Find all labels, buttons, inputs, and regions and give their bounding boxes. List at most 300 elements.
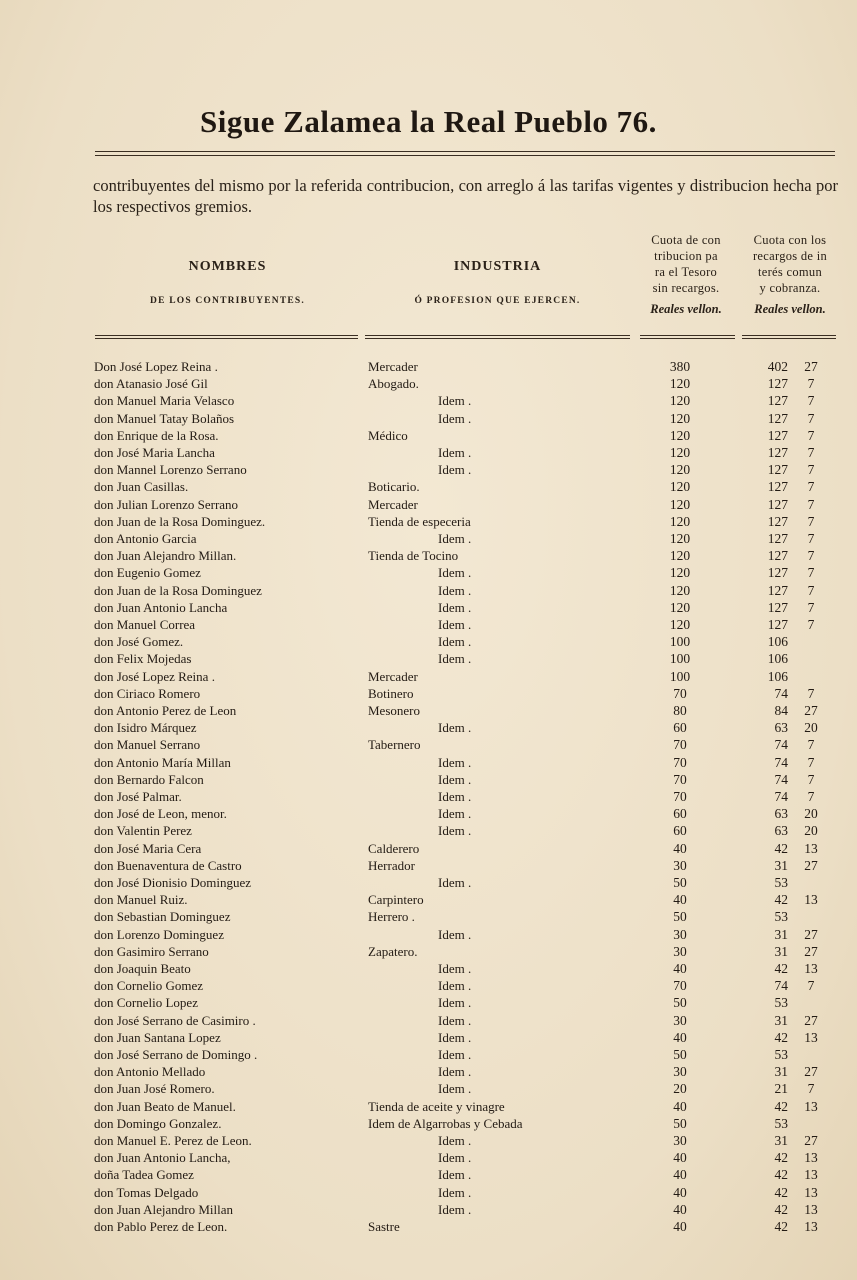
quota-value: 50 <box>673 1115 687 1131</box>
table-row <box>0 719 857 736</box>
table-row <box>0 840 857 857</box>
contributor-name: don Juan Antonio Lancha, <box>94 1150 231 1166</box>
contributor-name: don Juan de la Rosa Dominguez. <box>94 513 266 529</box>
contributor-name: don Joaquin Beato <box>94 961 191 976</box>
profession: Idem . <box>438 1029 472 1045</box>
total-fraction: 13 <box>804 961 818 976</box>
contributor-name: don Valentin Perez <box>94 823 192 839</box>
total-value: 127 <box>767 582 788 598</box>
quota-value: 40 <box>673 1201 687 1217</box>
total-fraction: 13 <box>804 1167 818 1183</box>
profession: Idem . <box>438 445 472 460</box>
table-row <box>0 599 857 616</box>
total-fraction: 27 <box>804 359 818 374</box>
total-fraction: 7 <box>807 376 815 392</box>
quota-header-line: ra el Tesoro <box>654 265 718 279</box>
quota-value: 100 <box>669 668 691 684</box>
total-value: 42 <box>774 1029 788 1045</box>
total-value: 74 <box>774 789 788 804</box>
total-value: 31 <box>774 1064 788 1080</box>
industry-rule-thin <box>365 338 630 339</box>
total-header <box>740 232 840 317</box>
table-row <box>0 410 857 427</box>
quota-value: 60 <box>673 720 687 736</box>
contributor-name: don José Serrano de Casimiro . <box>94 1012 256 1028</box>
industry-header: INDUSTRIA <box>453 259 542 274</box>
total-value: 127 <box>767 410 788 426</box>
contributor-name: don José Lopez Reina . <box>94 668 215 684</box>
total-fraction: 27 <box>804 926 818 942</box>
total-fraction: 7 <box>807 737 815 753</box>
quota-value: 80 <box>673 703 687 718</box>
total-value: 127 <box>767 427 788 443</box>
table-row <box>0 427 857 444</box>
contributor-name: Don José Lopez Reina . <box>94 359 218 374</box>
total-value: 74 <box>774 685 788 701</box>
total-fraction: 7 <box>807 565 815 581</box>
profession: Idem . <box>438 771 472 787</box>
table-row <box>0 977 857 994</box>
quota-value: 120 <box>669 445 691 460</box>
table-row <box>0 564 857 581</box>
profession: Mercader <box>368 359 418 374</box>
quota-value: 40 <box>673 1150 687 1166</box>
total-value: 42 <box>774 1219 788 1234</box>
contributor-name: don Domingo Gonzalez. <box>94 1115 222 1131</box>
contributor-name: don Sebastian Dominguez <box>94 909 231 925</box>
table-row <box>0 943 857 960</box>
total-value: 127 <box>767 548 788 564</box>
profession: Idem . <box>438 995 472 1011</box>
quota-value: 50 <box>673 1047 687 1062</box>
total-fraction: 20 <box>804 806 818 822</box>
total-value: 53 <box>774 909 788 925</box>
quota-value: 40 <box>673 961 687 976</box>
profession: Idem . <box>438 789 472 804</box>
table-row <box>0 908 857 925</box>
contributor-name: don José Serrano de Domingo . <box>94 1047 258 1062</box>
total-value: 63 <box>774 806 788 822</box>
total-fraction: 7 <box>807 685 815 701</box>
contributor-name: don Bernardo Falcon <box>94 771 204 787</box>
total-fraction: 20 <box>804 720 818 736</box>
total-value: 31 <box>774 943 788 959</box>
total-value: 63 <box>774 823 788 839</box>
contributor-name: don Juan Alejandro Millan. <box>94 548 237 564</box>
contributor-name: don Manuel E. Perez de Leon. <box>94 1133 252 1148</box>
contributor-name: don Antonio María Millan <box>94 754 231 770</box>
quota-value: 30 <box>673 926 687 942</box>
total-fraction: 7 <box>807 479 815 495</box>
contributor-name: don Felix Mojedas <box>94 651 192 667</box>
total-value: 42 <box>774 840 788 856</box>
table-row <box>0 392 857 409</box>
quota-value: 120 <box>669 410 691 426</box>
quota-value: 120 <box>669 376 691 392</box>
page-title: Sigue Zalamea la Real Pueblo 76. <box>200 104 657 139</box>
table-row <box>0 874 857 891</box>
table-row <box>0 633 857 650</box>
title-rule <box>95 151 835 152</box>
table-row <box>0 1201 857 1218</box>
total-value: 53 <box>774 875 788 890</box>
table-row <box>0 994 857 1011</box>
total-fraction: 13 <box>804 840 818 856</box>
quota-header-line: tribucion pa <box>654 249 718 263</box>
total-value: 42 <box>774 1201 788 1217</box>
contributor-name: don José Gomez. <box>94 634 184 650</box>
profession: Mesonero <box>368 703 420 718</box>
table-row <box>0 375 857 392</box>
total-value: 127 <box>767 462 788 478</box>
table-row <box>0 650 857 667</box>
table-row <box>0 444 857 461</box>
contributor-name: don Eugenio Gomez <box>94 565 201 581</box>
contributor-name: don José Maria Lancha <box>94 445 215 460</box>
profession: Idem . <box>438 634 472 650</box>
table-row <box>0 771 857 788</box>
profession: Idem . <box>438 531 472 546</box>
total-value: 31 <box>774 926 788 942</box>
total-header-line: y cobranza. <box>759 281 821 295</box>
table-row <box>0 857 857 874</box>
profession: Idem . <box>438 823 472 839</box>
total-fraction: 7 <box>807 393 815 409</box>
total-value: 74 <box>774 978 788 994</box>
profession: Idem . <box>438 754 472 770</box>
contributor-name: don Isidro Márquez <box>94 720 197 736</box>
total-value: 42 <box>774 1150 788 1166</box>
profession: Idem . <box>438 1184 472 1200</box>
total-value: 127 <box>767 531 788 546</box>
total-fraction: 13 <box>804 1150 818 1166</box>
total-rule-thin <box>742 338 836 339</box>
quota-rule-thin <box>640 338 735 339</box>
industry-rule <box>365 335 630 336</box>
contributor-name: don José de Leon, menor. <box>94 806 227 822</box>
quota-value: 60 <box>673 823 687 839</box>
table-row <box>0 1132 857 1149</box>
table-row <box>0 926 857 943</box>
names-rule <box>95 335 358 336</box>
total-value: 31 <box>774 857 788 873</box>
contributor-name: don Cornelio Lopez <box>94 995 198 1011</box>
contributor-name: don Lorenzo Dominguez <box>94 926 224 942</box>
total-fraction: 27 <box>804 1133 818 1148</box>
quota-unit: Reales vellon. <box>650 302 722 316</box>
contributor-name: doña Tadea Gomez <box>94 1167 194 1183</box>
table-row <box>0 616 857 633</box>
total-fraction: 7 <box>807 410 815 426</box>
table-row <box>0 1098 857 1115</box>
profession: Idem de Algarrobas y Cebada <box>368 1115 523 1131</box>
total-value: 127 <box>767 376 788 392</box>
contributor-name: don Julian Lorenzo Serrano <box>94 496 239 512</box>
contributor-name: don Juan Beato de Manuel. <box>94 1098 236 1114</box>
quota-value: 30 <box>673 857 687 873</box>
profession: Idem . <box>438 599 472 615</box>
profession: Idem . <box>438 582 472 598</box>
contributor-name: don Manuel Correa <box>94 617 196 632</box>
profession: Tabernero <box>368 737 421 753</box>
total-value: 106 <box>767 634 788 650</box>
quota-value: 100 <box>669 651 691 667</box>
quota-header-line: Cuota de con <box>651 233 721 247</box>
contributor-name: don Antonio Perez de Leon <box>94 703 237 718</box>
profession: Idem . <box>438 806 472 822</box>
contributor-name: don Juan Antonio Lancha <box>94 599 228 615</box>
profession: Sastre <box>368 1219 400 1234</box>
table-row <box>0 1115 857 1132</box>
table-row <box>0 1012 857 1029</box>
total-header-line: terés comun <box>757 265 823 279</box>
total-fraction: 13 <box>804 1098 818 1114</box>
contributor-name: don Juan José Romero. <box>94 1081 215 1097</box>
profession: Idem . <box>438 1081 472 1097</box>
quota-value: 120 <box>669 427 691 443</box>
quota-value: 40 <box>673 1167 687 1183</box>
quota-value: 70 <box>673 685 687 701</box>
quota-value: 30 <box>673 943 687 959</box>
total-value: 74 <box>774 754 788 770</box>
total-value: 42 <box>774 961 788 976</box>
profession: Herrador <box>368 857 415 873</box>
total-fraction: 7 <box>807 548 815 564</box>
profession: Boticario. <box>368 479 420 495</box>
total-fraction: 7 <box>807 771 815 787</box>
table-row <box>0 547 857 564</box>
profession: Tienda de Tocino <box>368 548 459 564</box>
profession: Idem . <box>438 1167 472 1183</box>
contributor-name: don Enrique de la Rosa. <box>94 427 219 443</box>
profession: Idem . <box>438 1047 472 1062</box>
total-header-line: Cuota con los <box>753 233 827 247</box>
names-rule-thin <box>95 338 358 339</box>
profession: Idem . <box>438 1150 472 1166</box>
profession: Tienda de especeria <box>368 513 471 529</box>
table-row <box>0 1149 857 1166</box>
contributor-name: don Manuel Ruiz. <box>94 892 188 908</box>
total-value: 127 <box>767 513 788 529</box>
contributor-name: don Antonio Garcia <box>94 531 197 546</box>
names-subheader: DE LOS CONTRIBUYENTES. <box>150 296 305 306</box>
total-value: 63 <box>774 720 788 736</box>
profession: Idem . <box>438 961 472 976</box>
total-value: 127 <box>767 565 788 581</box>
quota-value: 70 <box>673 789 687 804</box>
total-value: 53 <box>774 1115 788 1131</box>
total-value: 74 <box>774 771 788 787</box>
quota-value: 30 <box>673 1064 687 1080</box>
contributor-name: don Atanasio José Gil <box>94 376 208 392</box>
total-fraction: 13 <box>804 1029 818 1045</box>
contributor-name: don Gasimiro Serrano <box>94 943 209 959</box>
profession: Idem . <box>438 1064 472 1080</box>
table-row <box>0 668 857 685</box>
table-row <box>0 702 857 719</box>
total-value: 21 <box>774 1081 788 1097</box>
quota-value: 50 <box>673 909 687 925</box>
profession: Carpintero <box>368 892 424 908</box>
table-row <box>0 1218 857 1235</box>
quota-value: 120 <box>669 582 691 598</box>
total-fraction: 7 <box>807 978 815 994</box>
contributor-name: don Buenaventura de Castro <box>94 857 242 873</box>
contributor-name: don Manuel Tatay Bolaños <box>94 410 235 426</box>
quota-value: 100 <box>669 634 691 650</box>
profession: Idem . <box>438 565 472 581</box>
total-value: 127 <box>767 445 788 460</box>
table-row <box>0 788 857 805</box>
contributor-name: don Juan de la Rosa Dominguez <box>94 582 262 598</box>
total-value: 74 <box>774 737 788 753</box>
quota-value: 120 <box>669 548 691 564</box>
quota-value: 120 <box>669 462 691 478</box>
profession: Idem . <box>438 651 472 667</box>
profession: Botinero <box>368 685 414 701</box>
profession: Idem . <box>438 462 472 478</box>
profession: Tienda de aceite y vinagre <box>368 1098 505 1114</box>
quota-value: 30 <box>673 1133 687 1148</box>
quota-value: 60 <box>673 806 687 822</box>
profession: Zapatero. <box>368 943 418 959</box>
table-row <box>0 513 857 530</box>
quota-value: 120 <box>669 565 691 581</box>
table-row <box>0 960 857 977</box>
industry-subheader: Ó PROFESION QUE EJERCEN. <box>414 296 581 306</box>
total-fraction: 7 <box>807 582 815 598</box>
table-row <box>0 496 857 513</box>
total-value: 42 <box>774 892 788 908</box>
total-rule <box>742 335 836 336</box>
total-value: 127 <box>767 479 788 495</box>
total-fraction: 27 <box>804 1064 818 1080</box>
table-row <box>0 805 857 822</box>
total-value: 31 <box>774 1012 788 1028</box>
total-fraction: 20 <box>804 823 818 839</box>
contributor-name: don José Maria Cera <box>94 840 202 856</box>
table-row <box>0 478 857 495</box>
quota-value: 70 <box>673 771 687 787</box>
total-fraction: 13 <box>804 1219 818 1234</box>
total-fraction: 13 <box>804 892 818 908</box>
total-fraction: 27 <box>804 703 818 718</box>
title-rule-thin <box>95 155 835 156</box>
total-value: 42 <box>774 1184 788 1200</box>
total-value: 42 <box>774 1167 788 1183</box>
quota-value: 30 <box>673 1012 687 1028</box>
total-value: 127 <box>767 496 788 512</box>
table-row <box>0 1046 857 1063</box>
profession: Idem . <box>438 875 472 890</box>
quota-value: 120 <box>669 599 691 615</box>
contributor-name: don Ciriaco Romero <box>94 685 201 701</box>
total-fraction: 7 <box>807 513 815 529</box>
total-fraction: 7 <box>807 1081 815 1097</box>
total-value: 106 <box>767 668 788 684</box>
quota-value: 40 <box>673 1219 687 1234</box>
profession: Idem . <box>438 1012 472 1028</box>
contributor-name: don Juan Casillas. <box>94 479 189 495</box>
total-fraction: 27 <box>804 1012 818 1028</box>
table-row <box>0 1029 857 1046</box>
profession: Idem . <box>438 617 472 632</box>
total-fraction: 7 <box>807 617 815 632</box>
profession: Herrero . <box>368 909 415 925</box>
profession: Idem . <box>438 410 472 426</box>
total-fraction: 13 <box>804 1201 818 1217</box>
quota-value: 70 <box>673 737 687 753</box>
total-fraction: 7 <box>807 462 815 478</box>
total-fraction: 27 <box>804 943 818 959</box>
total-value: 127 <box>767 393 788 409</box>
total-value: 106 <box>767 651 788 667</box>
quota-value: 380 <box>669 359 691 374</box>
contributor-name: don Pablo Perez de Leon. <box>94 1219 228 1234</box>
profession: Abogado. <box>368 376 419 392</box>
names-header: NOMBRES <box>188 259 267 274</box>
quota-value: 70 <box>673 754 687 770</box>
quota-value: 70 <box>673 978 687 994</box>
quota-value: 50 <box>673 995 687 1011</box>
contributor-name: don Cornelio Gomez <box>94 978 204 994</box>
total-value: 127 <box>767 617 788 632</box>
profession: Mercader <box>368 668 418 684</box>
total-value: 42 <box>774 1098 788 1114</box>
profession: Idem . <box>438 1201 472 1217</box>
quota-rule <box>640 335 735 336</box>
table-row <box>0 1184 857 1201</box>
total-value: 84 <box>774 703 788 718</box>
total-value: 127 <box>767 599 788 615</box>
quota-value: 120 <box>669 496 691 512</box>
profession: Calderero <box>368 840 420 856</box>
table-row <box>0 1080 857 1097</box>
quota-value: 50 <box>673 875 687 890</box>
quota-value: 20 <box>673 1081 687 1097</box>
total-fraction: 7 <box>807 531 815 546</box>
total-fraction: 27 <box>804 857 818 873</box>
contributor-name: don Mannel Lorenzo Serrano <box>94 462 247 478</box>
total-fraction: 7 <box>807 496 815 512</box>
contributor-name: don Manuel Serrano <box>94 737 201 753</box>
profession: Médico <box>368 427 408 443</box>
contributor-name: don Juan Alejandro Millan <box>94 1201 234 1217</box>
table-row <box>0 530 857 547</box>
quota-header-line: sin recargos. <box>652 281 720 295</box>
total-value: 31 <box>774 1133 788 1148</box>
contributor-name: don Manuel Maria Velasco <box>94 393 235 409</box>
table-row <box>0 358 857 375</box>
total-value: 402 <box>767 359 788 374</box>
quota-value: 40 <box>673 1098 687 1114</box>
quota-value: 120 <box>669 617 691 632</box>
profession: Idem . <box>438 393 472 409</box>
contributor-name: don Tomas Delgado <box>94 1184 199 1200</box>
profession: Idem . <box>438 978 472 994</box>
table-row <box>0 1063 857 1080</box>
profession: Mercader <box>368 496 418 512</box>
quota-value: 40 <box>673 892 687 908</box>
quota-header <box>638 232 734 317</box>
table-row <box>0 891 857 908</box>
quota-value: 40 <box>673 1184 687 1200</box>
profession: Idem . <box>438 720 472 736</box>
quota-value: 120 <box>669 513 691 529</box>
table-row <box>0 736 857 753</box>
quota-value: 40 <box>673 1029 687 1045</box>
table-row <box>0 582 857 599</box>
